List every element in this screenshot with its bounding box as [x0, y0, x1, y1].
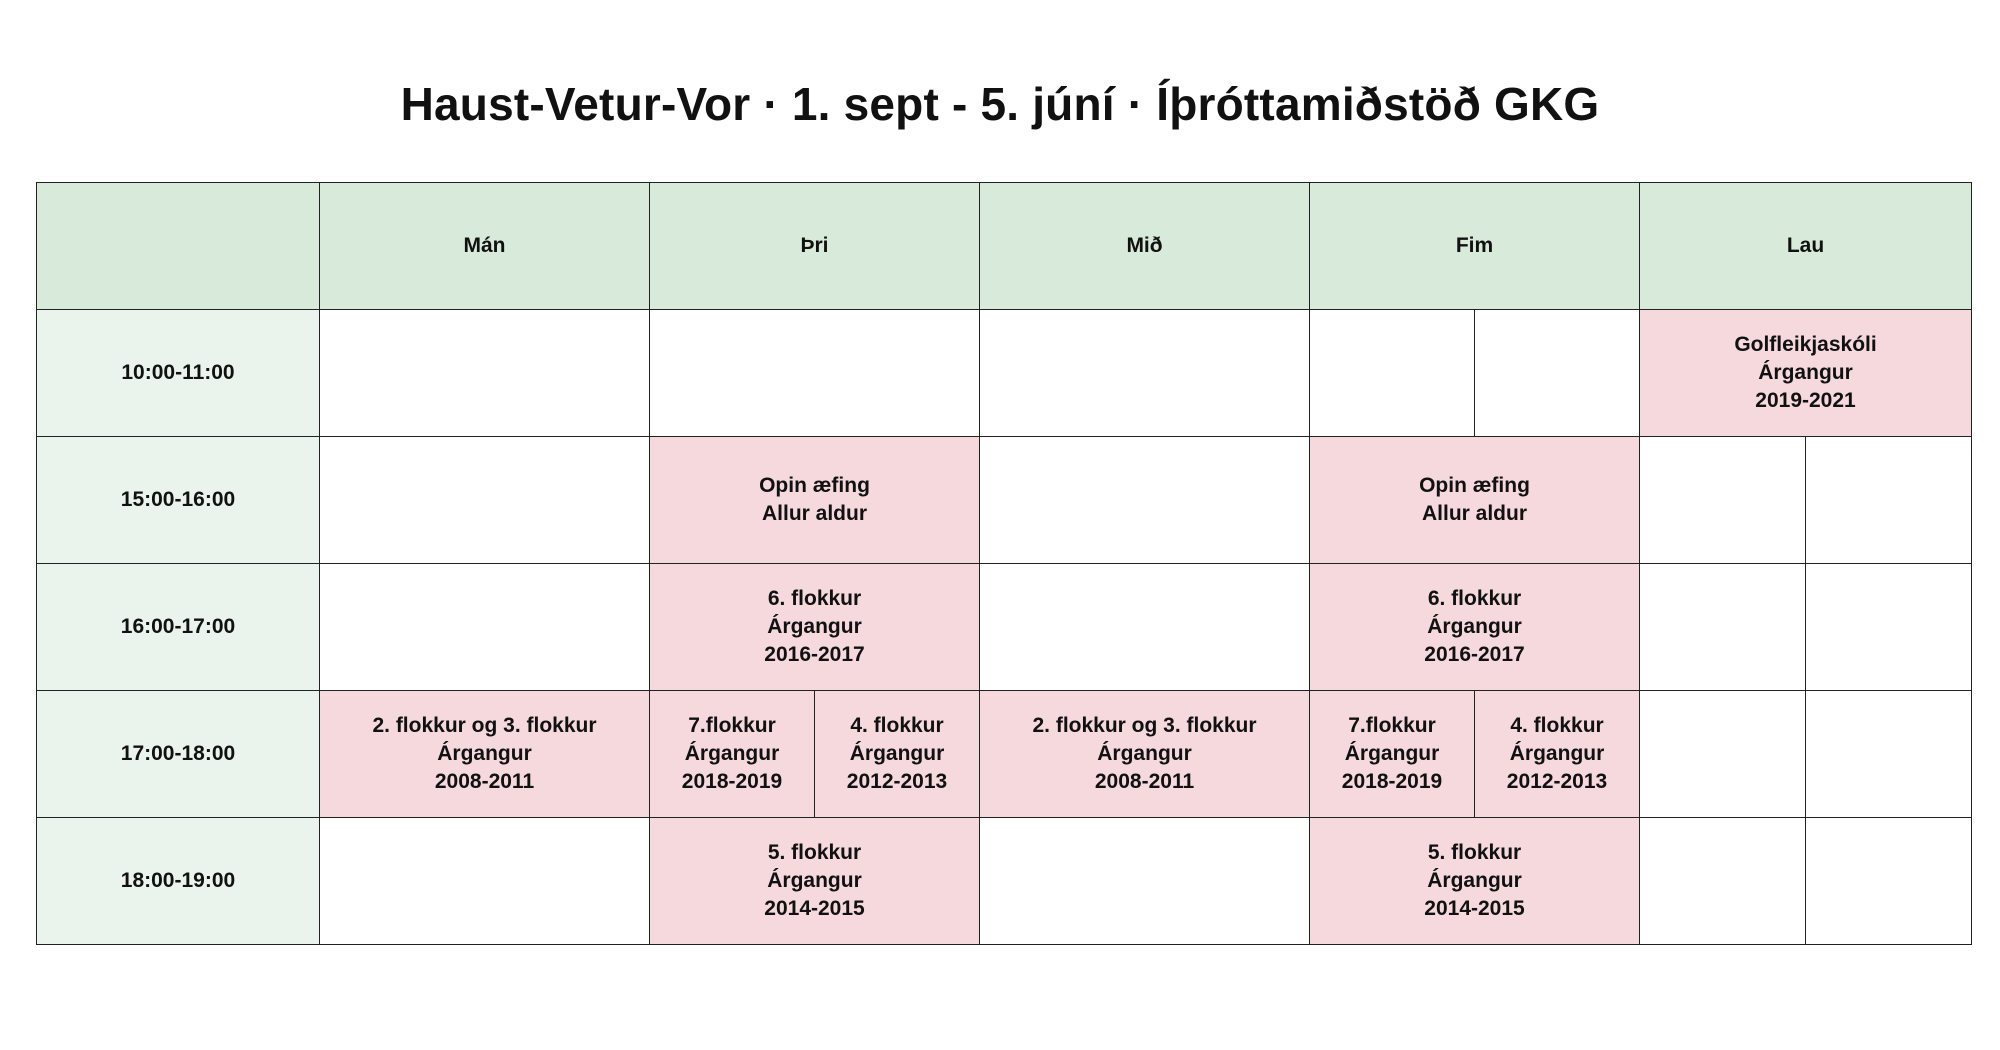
- empty-slot: [980, 818, 1310, 945]
- table-row: [37, 818, 1972, 945]
- time-cell: 18:00-19:00: [37, 818, 320, 945]
- event-6-flokkur-thri: [650, 564, 980, 691]
- event-4-flokkur-fim: [1475, 691, 1640, 818]
- empty-slot: [320, 437, 650, 564]
- day-header-fim: Fim: [1310, 183, 1640, 310]
- empty-slot: [1806, 691, 1972, 818]
- empty-slot: [320, 564, 650, 691]
- event-name: Golfleikjaskóli: [1734, 333, 1877, 356]
- day-header-man: Mán: [320, 183, 650, 310]
- empty-slot: [320, 310, 650, 437]
- event-detail: Árgangur: [1758, 361, 1853, 384]
- event-detail: Árgangur: [1344, 742, 1440, 765]
- empty-slot: [1640, 818, 1806, 945]
- event-2-3-flokkur-mid: [980, 691, 1310, 818]
- event-name: 7.flokkur: [688, 714, 776, 737]
- event-years: 2019-2021: [1755, 389, 1856, 412]
- event-detail: Allur aldur: [762, 502, 868, 525]
- header-row: [37, 183, 1972, 310]
- empty-slot: [980, 564, 1310, 691]
- event-detail: Árgangur: [1427, 869, 1522, 892]
- time-cell: 16:00-17:00: [37, 564, 320, 691]
- time-cell: 15:00-16:00: [37, 437, 320, 564]
- event-7-flokkur-fim: [1310, 691, 1475, 818]
- corner-cell: [37, 183, 320, 310]
- event-detail: Árgangur: [1097, 742, 1192, 765]
- event-name: 6. flokkur: [767, 587, 862, 610]
- event-name: 4. flokkur: [850, 714, 944, 737]
- event-detail: Allur aldur: [1422, 502, 1528, 525]
- page-title: Haust-Vetur-Vor · 1. sept - 5. júní · Íþróttamiðstöð GKG: [400, 78, 1600, 130]
- event-years: 2018-2019: [1341, 770, 1443, 793]
- event-name: 2. flokkur og 3. flokkur: [372, 714, 597, 737]
- event-years: 2016-2017: [764, 643, 865, 666]
- event-detail: Árgangur: [767, 615, 862, 638]
- event-name: 4. flokkur: [1510, 714, 1604, 737]
- event-7-flokkur-thri: [650, 691, 815, 818]
- empty-slot: [320, 818, 650, 945]
- empty-slot: [650, 310, 980, 437]
- event-name: 7.flokkur: [1348, 714, 1436, 737]
- event-years: 2018-2019: [681, 770, 783, 793]
- time-cell: 10:00-11:00: [37, 310, 320, 437]
- table-row: [37, 437, 1972, 564]
- empty-slot: [1640, 691, 1806, 818]
- event-5-flokkur-fim: [1310, 818, 1640, 945]
- event-name: 2. flokkur og 3. flokkur: [1032, 714, 1257, 737]
- empty-slot: [1640, 437, 1806, 564]
- event-detail: Árgangur: [849, 742, 945, 765]
- event-opin-aefing-thri: [650, 437, 980, 564]
- event-years: 2012-2013: [1506, 770, 1608, 793]
- day-header-mid: Mið: [980, 183, 1310, 310]
- empty-slot: [980, 310, 1310, 437]
- time-cell: 17:00-18:00: [37, 691, 320, 818]
- event-detail: Árgangur: [437, 742, 532, 765]
- event-name: Opin æfing: [1419, 474, 1530, 497]
- table-row: [37, 310, 1972, 437]
- event-detail: Árgangur: [767, 869, 862, 892]
- event-detail: Árgangur: [684, 742, 780, 765]
- event-name: 5. flokkur: [767, 841, 862, 864]
- event-detail: Árgangur: [1509, 742, 1605, 765]
- event-name: 5. flokkur: [1427, 841, 1522, 864]
- day-header-thri: Þri: [650, 183, 980, 310]
- event-5-flokkur-thri: [650, 818, 980, 945]
- empty-slot: [980, 437, 1310, 564]
- event-detail: Árgangur: [1427, 615, 1522, 638]
- empty-slot: [1640, 564, 1806, 691]
- empty-slot: [1806, 564, 1972, 691]
- event-years: 2012-2013: [846, 770, 948, 793]
- event-name: 6. flokkur: [1427, 587, 1522, 610]
- event-opin-aefing-fim: [1310, 437, 1640, 564]
- event-6-flokkur-fim: [1310, 564, 1640, 691]
- table-row: [37, 691, 1972, 818]
- event-years: 2014-2015: [764, 897, 865, 920]
- empty-slot: [1310, 310, 1475, 437]
- empty-slot: [1806, 818, 1972, 945]
- event-name: Opin æfing: [759, 474, 870, 497]
- day-header-lau: Lau: [1640, 183, 1972, 310]
- schedule-table: [36, 182, 1972, 945]
- event-years: 2014-2015: [1424, 897, 1525, 920]
- event-golfleikjaskoli: [1640, 310, 1972, 437]
- event-years: 2008-2011: [434, 770, 535, 793]
- table-row: [37, 564, 1972, 691]
- empty-slot: [1475, 310, 1640, 437]
- empty-slot: [1806, 437, 1972, 564]
- event-2-3-flokkur-man: [320, 691, 650, 818]
- event-4-flokkur-thri: [815, 691, 980, 818]
- event-years: 2008-2011: [1094, 770, 1195, 793]
- event-years: 2016-2017: [1424, 643, 1525, 666]
